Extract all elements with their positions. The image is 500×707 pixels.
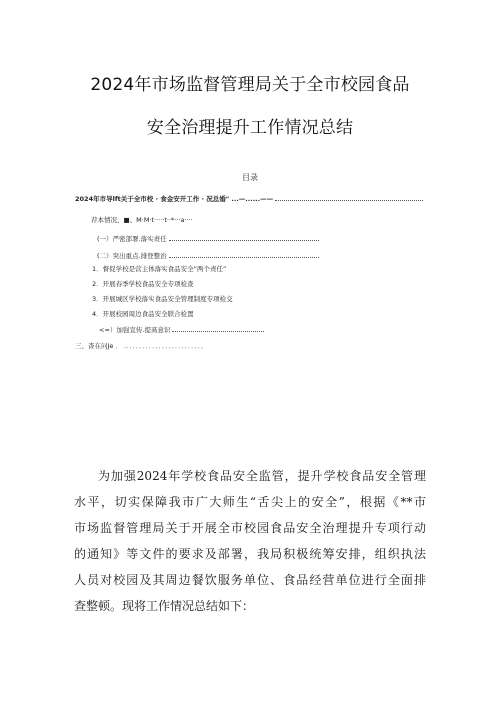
toc-entry[interactable] [92,310,194,319]
toc-entry-text: 4．开展校园周边食品安全联合检置 [92,310,194,318]
toc-entry[interactable] [97,234,319,244]
document-title-line-2: 安全治理提升工作情况总结 [146,118,354,138]
toc-entry[interactable] [92,295,233,304]
toc-entry[interactable] [97,251,319,261]
toc-leader-dots [275,194,423,201]
toc-entry[interactable] [99,325,264,335]
toc-leader-dots [169,234,319,241]
toc-leader-dots [169,251,319,258]
toc-entry-text: 2024年市导lft关于全市校 · 食金安开工作 · 况总婚" ...—......—— [75,195,274,203]
toc-entry-text: 2．开展春季学校食品安全专项检查 [92,280,194,288]
toc-entry[interactable] [75,194,423,204]
toc-entry[interactable] [92,265,226,274]
toc-entry-text: 3．开展城区学校落实食品安全管理制度专项检交 [92,295,233,303]
toc-entry[interactable] [91,216,193,225]
toc-heading: 目录 [242,173,258,182]
toc-entry[interactable] [92,280,194,289]
toc-entry-text: (二）突出重点.排登整治 [97,252,167,260]
toc-entry-text: 1．督促学校是营主体落实食品安全“两个责任” [92,265,227,273]
body-line: 为加强2024年学校食品安全监管，提升学校食品安全管理 [98,469,426,483]
toc-leader-dots [172,325,264,332]
body-line: 水平，切实保障我市广大师生“舌尖上的安全”，根据《**市 [74,495,426,509]
body-line: 市场监督管理局关于开展全市校园食品安全治理提升专项行动 [74,521,426,535]
toc-entry[interactable] [75,342,207,351]
body-line: 的通知》等文件的要求及部署，我局积极统筹安排，组织执法 [74,547,426,561]
document-title-line-1: 2024年市场监督管理局关于全市校园食品 [90,75,410,95]
toc-entry-text: <=）加强宣传.提髙意识 [99,326,171,334]
toc-entry-text: (一）严密部署.落实责任 [97,235,167,243]
body-line: 查整顿。现将工作情况总结如下： [74,599,255,613]
toc-entry-text: 三、杳在问Je ． .．．．．．．．．．．．．．．．．．．．．．．．． [75,342,208,350]
toc-entry-text: 荐本情况、■、M·M·t·····t··*···a···· [91,216,193,224]
body-paragraph [74,463,426,619]
body-line: 人员对校园及其周边餐饮服务单位、食品经营单位进行全面排 [74,573,426,587]
